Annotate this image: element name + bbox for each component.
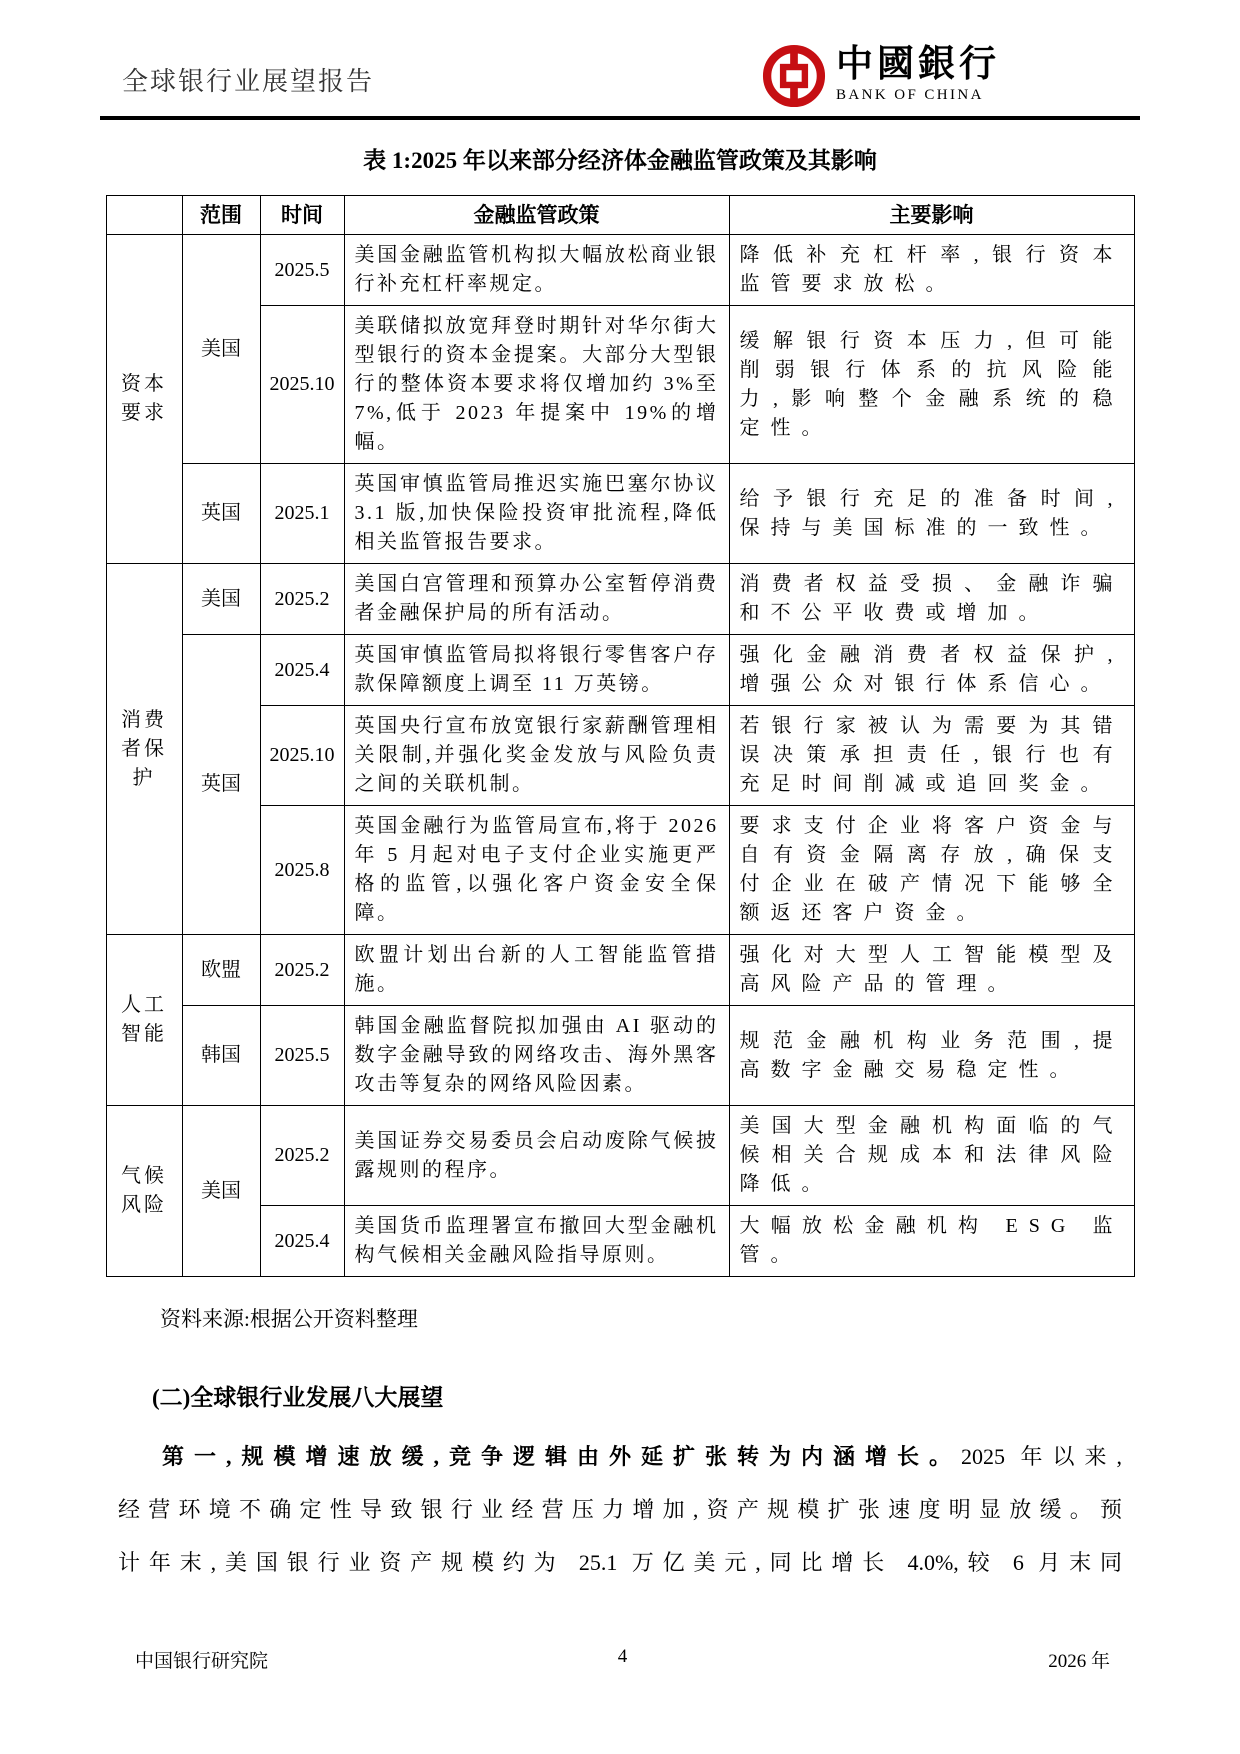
policy-cell: 美国金融监管机构拟大幅放松商业银行补充杠杆率规定。 [344,235,729,306]
bank-of-china-logo [762,44,1000,108]
impact-cell: 美国大型金融机构面临的气候相关合规成本和法律风险降低。 [729,1106,1134,1206]
logo-english-name: BANK OF CHINA [836,87,984,103]
table-row [106,1006,1134,1106]
col-header-scope: 范围 [182,196,260,235]
table-row [106,235,1134,306]
header-divider [100,116,1140,120]
page-footer [135,1646,1110,1673]
category-cell: 消费者保护 [106,564,182,935]
paragraph-line: 计年末,美国银行业资产规模约为 25.1 万亿美元,同比增长 4.0%,较 6 月末同 [118,1550,1122,1575]
col-header-category [106,196,182,235]
paragraph-line: 经营环境不确定性导致银行业经营压力增加,资产规模扩张速度明显放缓。预 [118,1497,1122,1522]
body-paragraph [118,1430,1122,1589]
policy-cell: 美联储拟放宽拜登时期针对华尔街大型银行的资本金提案。大部分大型银行的整体资本要求将仅增加约 3%至 7%,低于 2023 年提案中 19%的增幅。 [344,306,729,464]
logo-text [836,44,1000,104]
bank-of-china-emblem-icon [762,44,826,108]
policy-cell: 美国货币监理署宣布撤回大型金融机构气候相关金融风险指导原则。 [344,1206,729,1277]
scope-cell: 美国 [182,564,260,635]
col-header-policy: 金融监管政策 [344,196,729,235]
time-cell: 2025.2 [260,1106,344,1206]
table-row [106,935,1134,1006]
policy-cell: 韩国金融监督院拟加强由 AI 驱动的数字金融导致的网络攻击、海外黑客攻击等复杂的网络风险因素。 [344,1006,729,1106]
table-row [106,635,1134,706]
col-header-impact: 主要影响 [729,196,1134,235]
table-header-row [106,196,1134,235]
report-title: 全球银行业展望报告 [122,67,375,96]
table-source-note: 资料来源:根据公开资料整理 [160,1307,418,1331]
time-cell: 2025.5 [260,235,344,306]
category-cell: 气候风险 [106,1106,182,1277]
impact-cell: 给予银行充足的准备时间,保持与美国标准的一致性。 [729,464,1134,564]
impact-cell: 大幅放松金融机构 ESG 监管。 [729,1206,1134,1277]
time-cell: 2025.4 [260,635,344,706]
table-row [106,464,1134,564]
time-cell: 2025.10 [260,306,344,464]
impact-cell: 消费者权益受损、金融诈骗和不公平收费或增加。 [729,564,1134,635]
policy-cell: 英国央行宣布放宽银行家薪酬管理相关限制,并强化奖金发放与风险负责之间的关联机制。 [344,706,729,806]
time-cell: 2025.8 [260,806,344,935]
time-cell: 2025.2 [260,935,344,1006]
policy-cell: 英国审慎监管局拟将银行零售客户存款保障额度上调至 11 万英镑。 [344,635,729,706]
impact-cell: 要求支付企业将客户资金与自有资金隔离存放,确保支付企业在破产情况下能够全额返还客户资金。 [729,806,1134,935]
table-row [106,706,1134,806]
scope-cell: 英国 [182,635,260,935]
policy-cell: 欧盟计划出台新的人工智能监管措施。 [344,935,729,1006]
impact-cell: 降低补充杠杆率,银行资本监管要求放松。 [729,235,1134,306]
category-cell: 资本要求 [106,235,182,564]
policy-cell: 美国证券交易委员会启动废除气候披露规则的程序。 [344,1106,729,1206]
table-row [106,1106,1134,1206]
logo-chinese-name: 中國銀行 [836,44,1000,85]
table-row [106,1206,1134,1277]
impact-cell: 缓解银行资本压力,但可能削弱银行体系的抗风险能力,影响整个金融系统的稳定性。 [729,306,1134,464]
regulation-table [106,195,1135,1277]
col-header-time: 时间 [260,196,344,235]
time-cell: 2025.5 [260,1006,344,1106]
section-heading: (二)全球银行业发展八大展望 [152,1385,444,1410]
policy-cell: 美国白宫管理和预算办公室暂停消费者金融保护局的所有活动。 [344,564,729,635]
scope-cell: 美国 [182,235,260,464]
policy-cell: 英国金融行为监管局宣布,将于 2026 年 5 月起对电子支付企业实施更严格的监管,以强化客户资金安全保障。 [344,806,729,935]
time-cell: 2025.1 [260,464,344,564]
impact-cell: 强化金融消费者权益保护,增强公众对银行体系信心。 [729,635,1134,706]
scope-cell: 英国 [182,464,260,564]
time-cell: 2025.4 [260,1206,344,1277]
table-title: 表 1:2025 年以来部分经济体金融监管政策及其影响 [363,148,877,173]
table-row [106,564,1134,635]
paragraph-bold-lead: 第一,规模增速放缓,竞争逻辑由外延扩张转为内涵增长。 [162,1444,961,1469]
footer-year: 2026 年 [1048,1651,1110,1672]
impact-cell: 强化对大型人工智能模型及高风险产品的管理。 [729,935,1134,1006]
paragraph-line [118,1430,1122,1483]
paragraph-text: 2025 年以来, [960,1444,1122,1469]
impact-cell: 若银行家被认为需要为其错误决策承担责任,银行也有充足时间削减或追回奖金。 [729,706,1134,806]
page-number: 4 [617,1646,628,1667]
scope-cell: 美国 [182,1106,260,1277]
footer-institute: 中国银行研究院 [135,1651,269,1672]
policy-cell: 英国审慎监管局推迟实施巴塞尔协议 3.1 版,加快保险投资审批流程,降低相关监管报告要求。 [344,464,729,564]
scope-cell: 欧盟 [182,935,260,1006]
time-cell: 2025.10 [260,706,344,806]
time-cell: 2025.2 [260,564,344,635]
category-cell: 人工智能 [106,935,182,1106]
scope-cell: 韩国 [182,1006,260,1106]
table-row [106,806,1134,935]
table-row [106,306,1134,464]
page-header [100,0,1140,108]
impact-cell: 规范金融机构业务范围,提高数字金融交易稳定性。 [729,1006,1134,1106]
